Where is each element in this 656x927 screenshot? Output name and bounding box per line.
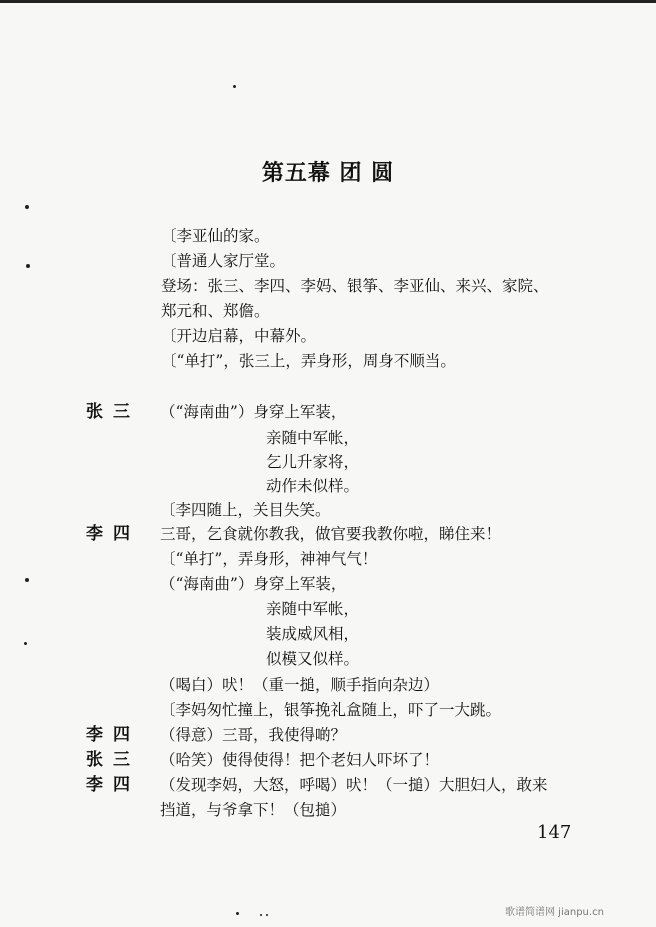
stage-direction: 〔李亚仙的家。	[161, 227, 270, 245]
script-line: 亲随中军帐，	[266, 600, 360, 618]
scan-speck	[26, 264, 30, 268]
script-line: 装成威风相，	[266, 625, 360, 643]
script-line: 似模又似样。	[266, 650, 360, 668]
script-line: （喝白）吠！（重一搥，顺手指向杂边）	[160, 676, 440, 694]
scan-speck	[266, 914, 268, 916]
stage-direction: 〔开边启幕，中幕外。	[161, 327, 317, 345]
scan-speck	[25, 205, 29, 209]
script-line: 三哥，乞食就你教我，做官要我教你啦，睇住来！	[160, 525, 502, 543]
scan-speck	[24, 642, 27, 645]
page-title: 第五幕 团 圆	[261, 161, 395, 186]
page-number: 147	[537, 822, 572, 843]
script-line: 乞儿升家将，	[266, 453, 360, 471]
stage-direction: 〔“单打”，弄身形，神神气气！	[160, 550, 378, 568]
script-line: 动作未似样。	[266, 477, 360, 495]
script-line: （得意）三哥，我使得啲？	[160, 726, 347, 744]
script-line: 挡道，与爷拿下！（包搥）	[160, 801, 347, 819]
script-line: （发现李妈，大怒，呼喝）吠！（一搥）大胆妇人，敢来	[160, 776, 548, 794]
scan-speck	[233, 85, 236, 88]
top-border	[0, 0, 656, 3]
scan-speck	[25, 578, 29, 582]
watermark: 歌谱简谱网 jianpu.cn	[505, 907, 604, 918]
speaker-label: 张三	[86, 402, 140, 422]
script-line: （“海南曲”）身穿上军装，	[160, 575, 347, 593]
stage-direction: 〔李妈匆忙撞上，银筝挽礼盒随上，吓了一大跳。	[160, 701, 502, 719]
speaker-label: 李四	[86, 775, 140, 795]
scan-speck	[260, 914, 262, 916]
speaker-label: 李四	[86, 524, 140, 544]
stage-direction: 〔李四随上，关目失笑。	[160, 501, 331, 519]
stage-direction: 〔普通人家厅堂。	[161, 252, 286, 270]
speaker-label: 李四	[86, 725, 140, 745]
script-line: （“海南曲”）身穿上军装，	[160, 403, 347, 421]
cast-list: 登场：张三、李四、李妈、银筝、李亚仙、来兴、家院、	[161, 277, 549, 295]
cast-list-cont: 郑元和、郑儋。	[161, 302, 270, 320]
stage-direction: 〔“单打”，张三上，弄身形，周身不顺当。	[161, 352, 456, 370]
script-line: （哈笑）使得使得！把个老妇人吓坏了！	[160, 751, 440, 769]
scan-speck	[236, 912, 239, 915]
script-line: 亲随中军帐，	[266, 429, 360, 447]
speaker-label: 张三	[86, 750, 140, 770]
